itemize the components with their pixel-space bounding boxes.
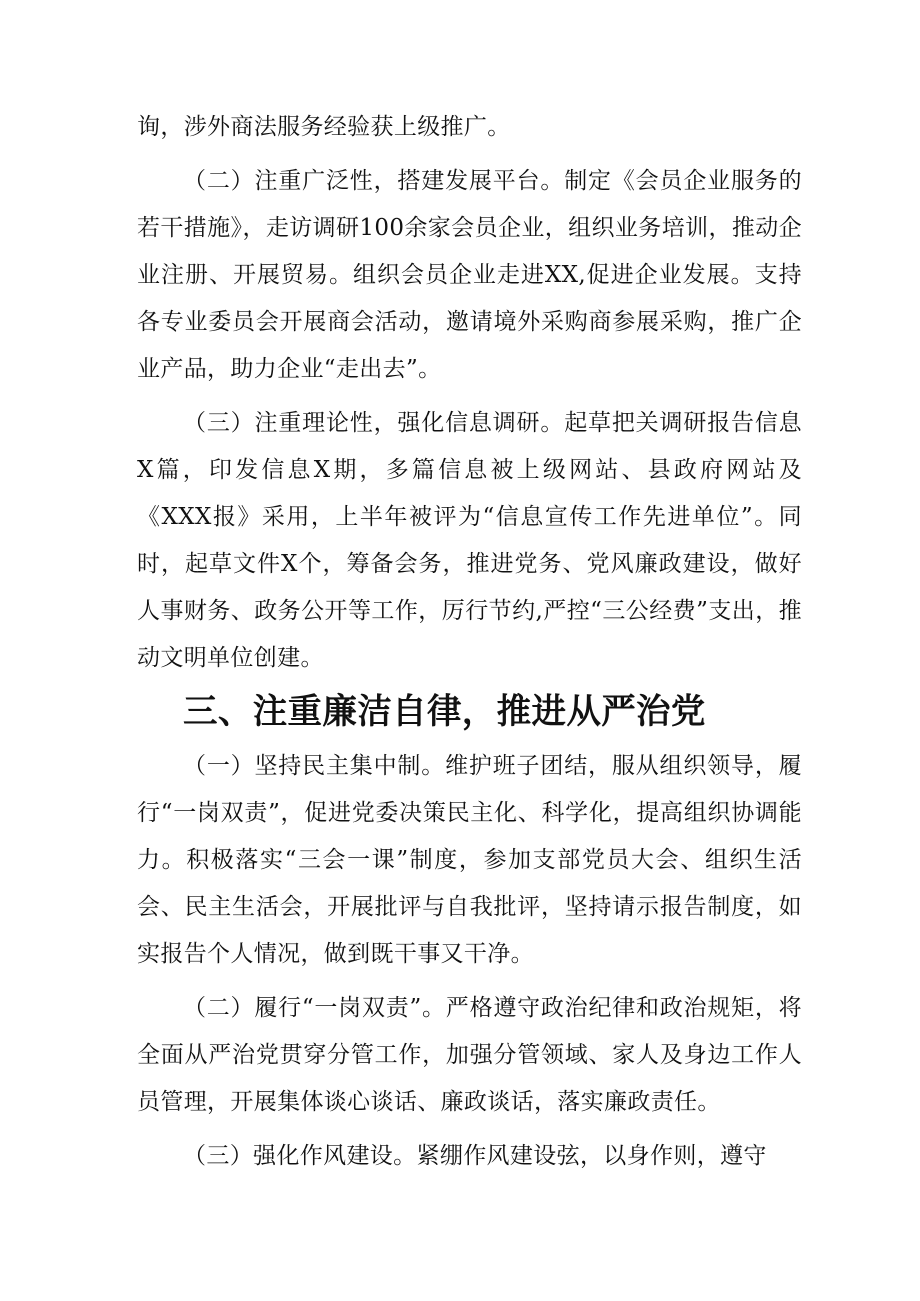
section-heading-integrity: 三、注重廉洁自律，推进从严治党: [183, 692, 706, 732]
paragraph-democratic-centralism: （一）坚持民主集中制。维护班子团结，服从组织领导，履行“一岗双责”，促进党委决策民主化、科学化，提高组织协调能力。积极落实“三会一课”制度，参加支部党员大会、组织生活会、民主生活会，开展批评与自我批评，坚持请示报告制度，如实报告个人情况，做到既干事又干净。: [137, 753, 802, 967]
paragraph-information-research: （三）注重理论性，强化信息调研。起草把关调研报告信息X篇，印发信息X期，多篇信息被上级网站、县政府网站及《XXX报》采用，上半年被评为“信息宣传工作先进单位”。同时，起草文件X个，筹备会务，推进党务、党风廉政建设，做好人事财务、政务公开等工作，厉行节约,严控“三公经费”支出，推动文明单位创建。: [137, 410, 802, 671]
paragraph-work-style: （三）强化作风建设。紧绷作风建设弦，以身作则，遵守: [183, 1143, 767, 1169]
document-page: [137, 104, 802, 1187]
paragraph-member-services: （二）注重广泛性，搭建发展平台。制定《会员企业服务的若干措施》，走访调研100余家会员企业，组织业务培训，推动企业注册、开展贸易。组织会员企业走进XX,促进企业发展。支持各专业委员会开展商会活动，邀请境外采购商参展采购，推广企业产品，助力企业“走出去”。: [137, 168, 802, 382]
paragraph-continuation: 询，涉外商法服务经验获上级推广。: [137, 114, 511, 140]
paragraph-dual-responsibility: （二）履行“一岗双责”。严格遵守政治纪律和政治规矩，将全面从严治党贯穿分管工作，加强分管领域、家人及身边工作人员管理，开展集体谈心谈话、廉政谈话，落实廉政责任。: [137, 995, 802, 1115]
